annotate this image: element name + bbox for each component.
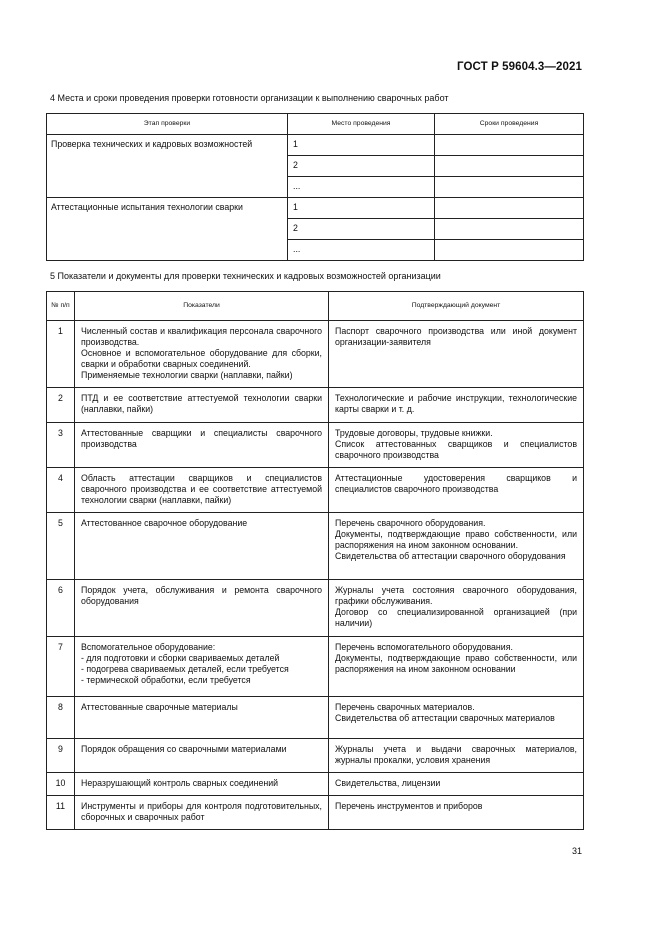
indicator-text: Применяемые технологии сварки (наплавки, пайки) <box>81 370 293 380</box>
document-text: Договор со специализированной организацией (при наличии) <box>335 607 577 628</box>
indicator-text: Численный состав и квалификация персонала сварочного производства. <box>81 326 322 347</box>
document-text: Технологические и рабочие инструкции, технологические карты сварки и т. д. <box>335 393 577 414</box>
table-header-row <box>47 114 584 135</box>
table-row <box>47 423 584 468</box>
document-cell <box>329 637 584 697</box>
table-header-row <box>47 292 584 321</box>
indicator-text: - термической обработки, если требуется <box>81 675 251 685</box>
place-cell: 1 <box>288 198 435 219</box>
indicator-text: Порядок обращения со сварочными материалами <box>81 744 287 754</box>
indicator-text: Порядок учета, обслуживания и ремонта сварочного оборудования <box>81 585 322 606</box>
indicator-cell <box>75 697 329 739</box>
document-text: Журналы учета и выдачи сварочных материалов, журналы прокалки, условия хранения <box>335 744 577 765</box>
page-number: 31 <box>571 846 582 856</box>
document-cell <box>329 513 584 580</box>
indicator-cell <box>75 468 329 513</box>
indicator-text: - подогрева свариваемых деталей, если требуется <box>81 664 289 674</box>
document-cell <box>329 468 584 513</box>
document-cell <box>329 580 584 637</box>
checks-schedule-table <box>46 113 584 261</box>
row-number: 1 <box>47 321 75 388</box>
document-cell <box>329 321 584 388</box>
table-row <box>47 773 584 796</box>
indicator-text: Неразрушающий контроль сварных соединений <box>81 778 279 788</box>
document-text: Свидетельства, лицензии <box>335 778 441 788</box>
document-text: Перечень вспомогательного оборудования. <box>335 642 513 652</box>
indicator-text: Вспомогательное оборудование: <box>81 642 216 652</box>
table-row <box>47 580 584 637</box>
dates-cell <box>435 156 584 177</box>
document-cell <box>329 423 584 468</box>
document-text: Паспорт сварочного производства или иной документ организации-заявителя <box>335 326 577 347</box>
place-cell: 2 <box>288 156 435 177</box>
document-text: Журналы учета состояния сварочного оборудования, графики обслуживания. <box>335 585 577 606</box>
indicator-text: Основное и вспомогательное оборудование для сборки, сварки и обработки сварных соединений. <box>81 348 322 369</box>
table-row <box>47 198 584 219</box>
dates-cell <box>435 219 584 240</box>
table-row <box>47 388 584 423</box>
indicator-cell <box>75 637 329 697</box>
column-header-dates: Сроки проведения <box>435 114 584 135</box>
document-text: Документы, подтверждающие право собственности, или распоряжения на ином законном основании <box>335 653 577 674</box>
indicator-cell <box>75 796 329 830</box>
place-cell: 2 <box>288 219 435 240</box>
table-row <box>47 637 584 697</box>
document-cell <box>329 739 584 773</box>
row-number: 5 <box>47 513 75 580</box>
document-text: Перечень сварочного оборудования. <box>335 518 486 528</box>
indicator-cell <box>75 321 329 388</box>
document-text: Свидетельства об аттестации сварочных материалов <box>335 713 555 723</box>
table-row <box>47 513 584 580</box>
stage-cell: Аттестационные испытания технологии сварки <box>47 198 288 261</box>
stage-cell: Проверка технических и кадровых возможностей <box>47 135 288 198</box>
row-number: 3 <box>47 423 75 468</box>
document-text: Перечень инструментов и приборов <box>335 801 483 811</box>
indicators-table <box>46 291 584 830</box>
section-4-title: 4 Места и сроки проведения проверки готовности организации к выполнению сварочных работ <box>50 93 449 103</box>
indicator-cell <box>75 388 329 423</box>
dates-cell <box>435 198 584 219</box>
document-cell <box>329 773 584 796</box>
column-header-stage: Этап проверки <box>47 114 288 135</box>
document-text: Трудовые договоры, трудовые книжки. <box>335 428 493 438</box>
place-cell: 1 <box>288 135 435 156</box>
row-number: 7 <box>47 637 75 697</box>
document-text: Аттестационные удостоверения сварщиков и специалистов сварочного производства <box>335 473 577 494</box>
row-number: 10 <box>47 773 75 796</box>
table-row <box>47 796 584 830</box>
document-cell <box>329 796 584 830</box>
column-header-document: Подтверждающий документ <box>329 292 584 321</box>
indicator-cell <box>75 423 329 468</box>
indicator-text: Аттестованное сварочное оборудование <box>81 518 248 528</box>
indicator-text: Аттестованные сварщики и специалисты сварочного производства <box>81 428 322 449</box>
document-text: Список аттестованных сварщиков и специалистов сварочного производства <box>335 439 577 460</box>
indicator-cell <box>75 513 329 580</box>
table-row <box>47 321 584 388</box>
column-header-place: Место проведения <box>288 114 435 135</box>
place-cell: ... <box>288 177 435 198</box>
document-text: Свидетельства об аттестации сварочного оборудования <box>335 551 566 561</box>
section-5-title: 5 Показатели и документы для проверки технических и кадровых возможностей организации <box>50 271 441 281</box>
document-code: ГОСТ Р 59604.3—2021 <box>457 61 582 73</box>
place-cell: ... <box>288 240 435 261</box>
dates-cell <box>435 240 584 261</box>
column-header-indicators: Показатели <box>75 292 329 321</box>
indicator-text: ПТД и ее соответствие аттестуемой технологии сварки (наплавки, пайки) <box>81 393 322 414</box>
table-row <box>47 468 584 513</box>
indicator-text: Область аттестации сварщиков и специалистов сварочного производства и ее соответствие аттестуемой технологии сварки (наплавки, пайки) <box>81 473 322 505</box>
indicator-cell <box>75 773 329 796</box>
indicator-text: Аттестованные сварочные материалы <box>81 702 238 712</box>
dates-cell <box>435 135 584 156</box>
row-number: 2 <box>47 388 75 423</box>
document-cell <box>329 697 584 739</box>
document-cell <box>329 388 584 423</box>
indicator-cell <box>75 739 329 773</box>
row-number: 11 <box>47 796 75 830</box>
indicator-text: Инструменты и приборы для контроля подготовительных, сборочных и сварочных работ <box>81 801 322 822</box>
indicator-cell <box>75 580 329 637</box>
table-row <box>47 697 584 739</box>
document-text: Перечень сварочных материалов. <box>335 702 475 712</box>
table-row <box>47 739 584 773</box>
table-row <box>47 135 584 156</box>
row-number: 4 <box>47 468 75 513</box>
row-number: 8 <box>47 697 75 739</box>
column-header-number: № п/п <box>47 292 75 321</box>
row-number: 9 <box>47 739 75 773</box>
dates-cell <box>435 177 584 198</box>
indicator-text: - для подготовки и сборки свариваемых деталей <box>81 653 280 663</box>
document-text: Документы, подтверждающие право собственности, или распоряжения на ином законном основании. <box>335 529 577 550</box>
row-number: 6 <box>47 580 75 637</box>
